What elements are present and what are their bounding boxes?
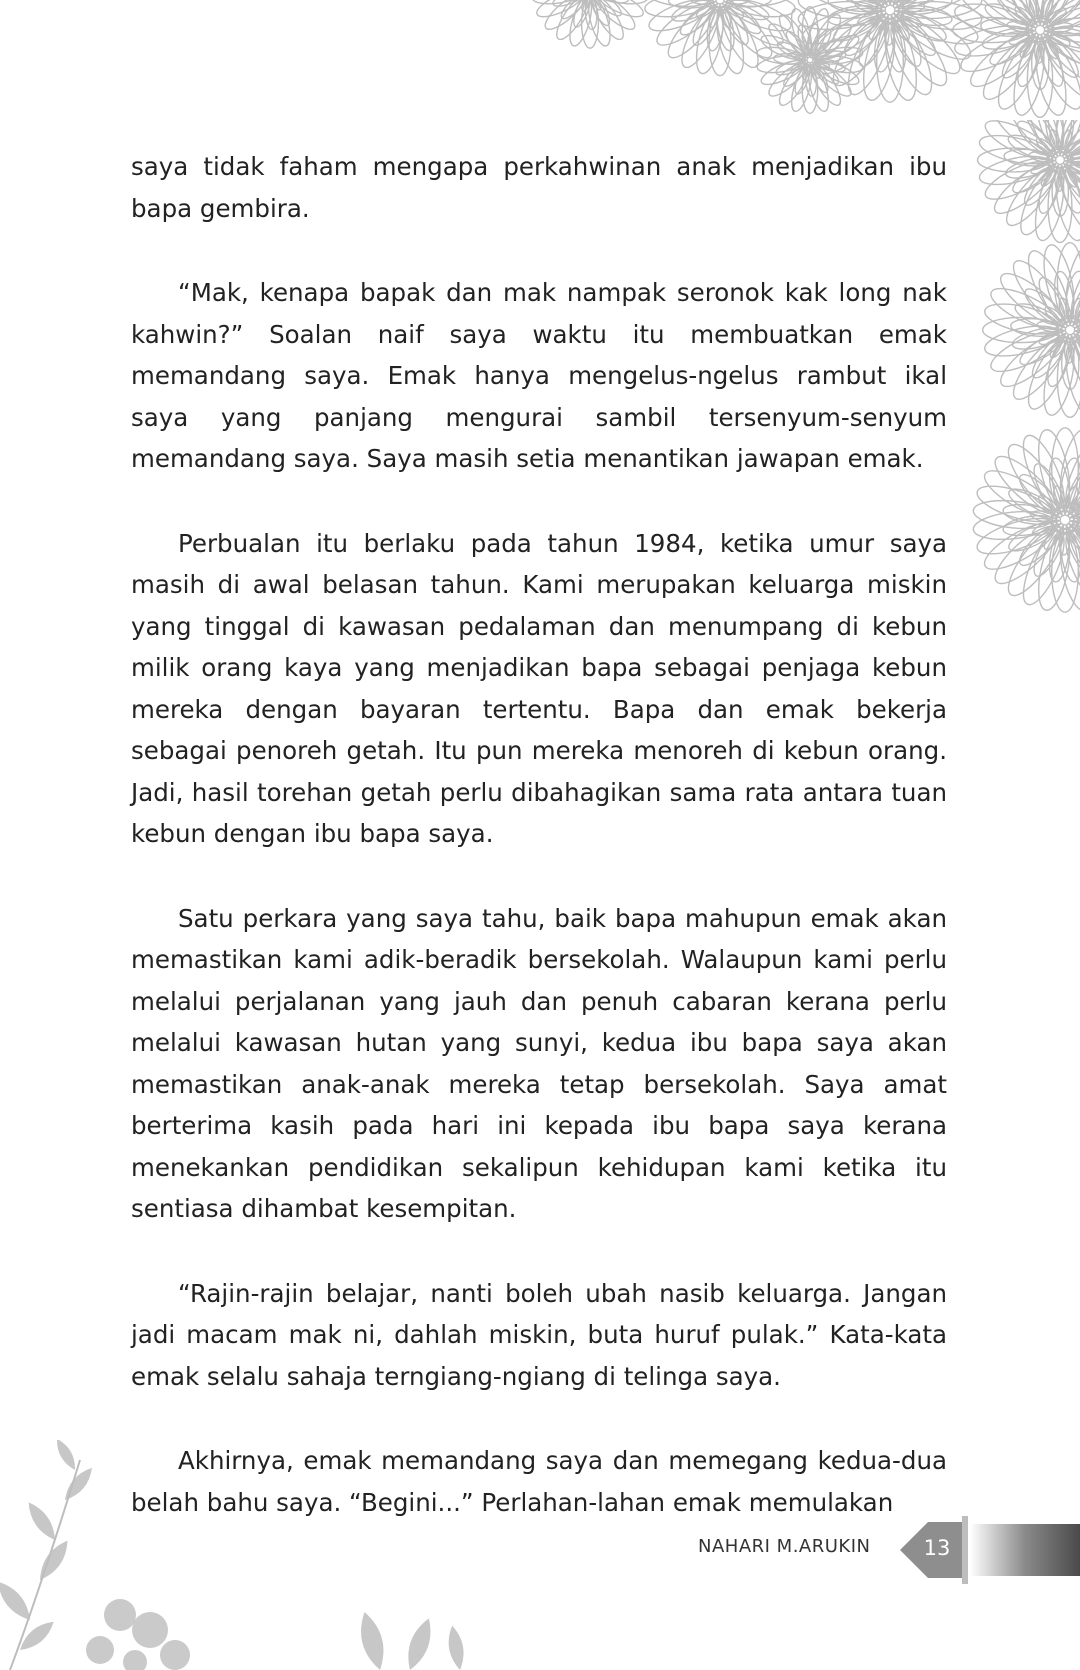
flower-ornament [982, 242, 1080, 418]
leaf-ornament [16, 1616, 59, 1655]
berry-ornament [160, 1640, 190, 1670]
flower-ornament [797, 0, 983, 103]
flower-ornament [756, 7, 864, 114]
flower-ornament [977, 120, 1080, 243]
floral-decoration-top [360, 0, 1080, 120]
leaf-ornament [402, 1615, 438, 1670]
paragraph: “Mak, kenapa bapak dan mak nampak seronok kak long nak kahwin?” Soalan naif saya waktu itu membuatkan emak memandang saya. Emak hanya mengelus-ngelus rambut ikal saya yang panjang mengurai sambil tersenyum-senyum memandang saya. Saya masih setia menantikan jawapan emak. [131, 278, 947, 473]
berry-ornament [123, 1650, 147, 1670]
leaf-ornament [34, 1536, 74, 1584]
leaf-ornament [60, 1464, 97, 1505]
flower-ornament [531, 0, 649, 48]
leaf-ornament [355, 1609, 390, 1670]
leaf-ornament [445, 1624, 467, 1670]
leaf-ornament [23, 1498, 61, 1544]
paragraph: Akhirnya, emak memandang saya dan memegang kedua-dua belah bahu saya. “Begini...” Perlahan-lahan emak memulakan [131, 1446, 947, 1517]
berry-ornament [86, 1636, 114, 1664]
berry-ornament [132, 1612, 168, 1648]
flower-ornament [952, 0, 1080, 118]
footer-author: NAHARI M.ARUKIN [698, 1536, 871, 1557]
leaf-ornament [0, 1577, 36, 1626]
flower-ornament [972, 427, 1080, 613]
flower-ornament [644, 0, 797, 76]
berry-ornament [104, 1599, 136, 1631]
paragraph: Satu perkara yang saya tahu, baik bapa mahupun emak akan memastikan kami adik-beradik bersekolah. Walaupun kami perlu melalui perjalanan yang jauh dan penuh cabaran kerana perlu melalui kawasan hutan yang sunyi, kedua ibu bapa saya akan memastikan anak-anak mereka tetap bersekolah. Saya amat berterima kasih pada hari ini kepada ibu bapa saya kerana menekankan pendidikan sekalipun kehidupan kami ketika itu sentiasa dihambat kesempitan. [131, 903, 947, 1223]
paragraph-continued: saya tidak faham mengapa perkahwinan anak menjadikan ibu bapa gembira. [131, 152, 947, 223]
floral-decoration-right [940, 120, 1080, 680]
leaf-ornament [52, 1440, 80, 1473]
paragraph: “Rajin-rajin belajar, nanti boleh ubah nasib keluarga. Jangan jadi macam mak ni, dahlah miskin, buta huruf pulak.” Kata-kata emak selalu sahaja terngiang-ngiang di telinga saya. [131, 1278, 947, 1391]
page-number: 13 [923, 1536, 951, 1560]
body-text [131, 146, 947, 1523]
paragraph: Perbualan itu berlaku pada tahun 1984, ketika umur saya masih di awal belasan tahun. Kami merupakan keluarga miskin yang tinggal di kawasan pedalaman dan menumpang di kebun milik orang kaya yang menjadikan bapa sebagai penjaga kebun mereka dengan bayaran tertentu. Bapa dan emak bekerja sebagai penoreh getah. Itu pun mereka menoreh di kebun orang. Jadi, hasil torehan getah perlu dibahagikan sama rata antara tuan kebun dengan ibu bapa saya. [131, 528, 947, 848]
